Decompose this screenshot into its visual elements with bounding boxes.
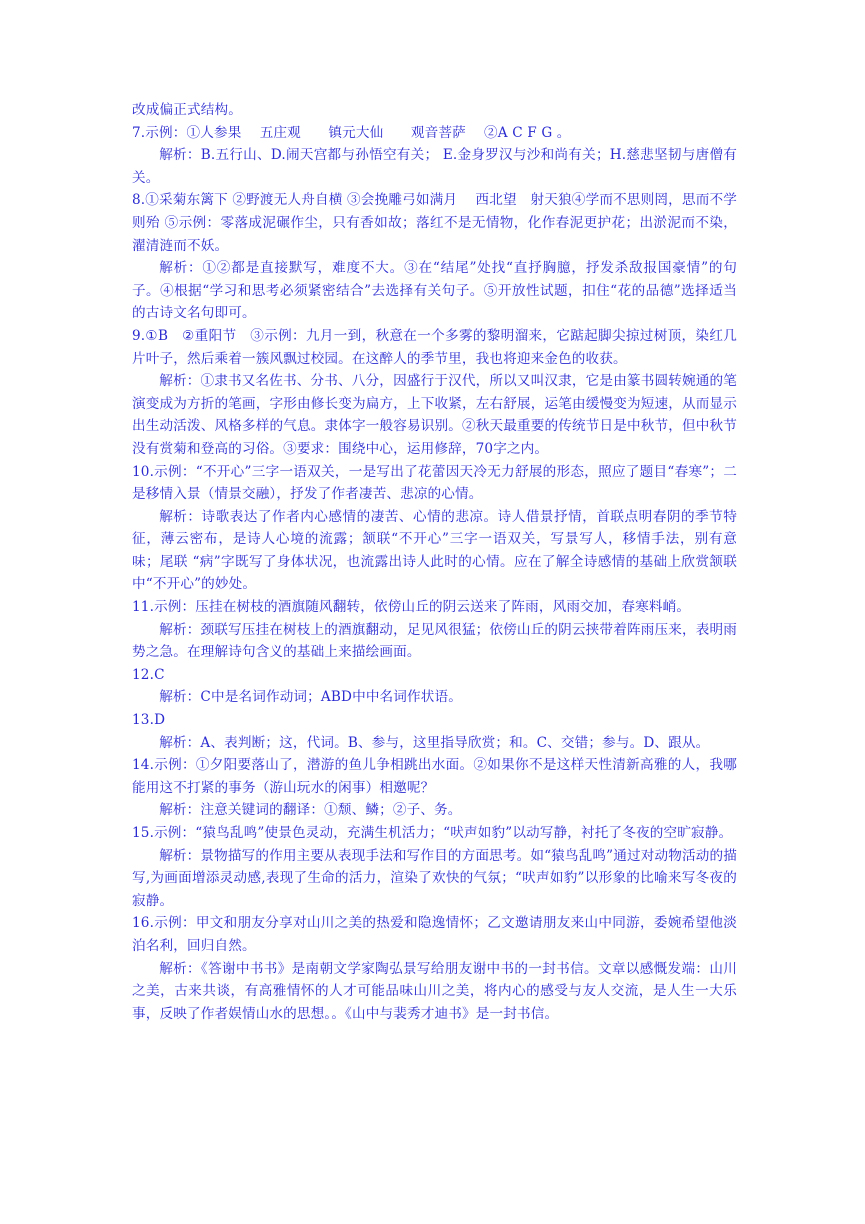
answer-text-body <box>132 99 737 1025</box>
analysis-14: 解析：注意关键词的翻译：①颓、鳞；②子、务。 <box>159 802 462 819</box>
answer-15: 15.示例：“猿鸟乱鸣”使景色灵动，充满生机活力；“吠声如豹”以动写静，衬托了冬夜的空旷寂静。 <box>132 825 733 841</box>
analysis-13: 解析：A、表判断；这，代词。B、参与，这里指导欣赏；和。C、交错；参与。D、跟从。 <box>159 734 710 751</box>
analysis-9: 解析：①隶书又名佐书、分书、八分，因盛行于汉代，所以又叫汉隶，它是由篆书圆转婉通的笔演变成为方折的笔画，字形由修长变为扁方，上下收紧，左右舒展，运笔由缓慢变为短速，从而显示出生动活泼、风格多样的气息。隶体字一般容易识别。②秋天最重要的传统节日是中秋节，但中秋节没有赏菊和登高的习俗。③要求：围绕中心，运用修辞，70字之内。 <box>132 373 737 457</box>
answer-13: 13.D <box>132 712 166 729</box>
answer-11: 11.示例：压挂在树枝的酒旗随风翻转，依傍山丘的阴云送来了阵雨，风雨交加，春寒料峭。 <box>132 599 691 616</box>
analysis-10: 解析：诗歌表达了作者内心感情的凄苦、心情的悲凉。诗人借景抒情，首联点明春阴的季节特征，薄云密布，是诗人心境的流露；颔联“不开心”三字一语双关，写景写人，移情手法，别有意味；尾联 “病”字既写了身体状况，也流露出诗人此时的心情。应在了解全诗感情的基础上欣赏颔联中“不开心”的妙处。 <box>132 508 737 593</box>
analysis-11: 解析：颈联写压挂在树枝上的酒旗翻动，足见风很猛；依傍山丘的阴云挟带着阵雨压来，表明雨势之急。在理解诗句含义的基础上来描绘画面。 <box>132 621 737 661</box>
answer-9: 9.①B ②重阳节 ③示例：九月一到，秋意在一个多雾的黎明溜来，它踮起脚尖掠过树顶，染红几片叶子，然后乘着一簇风飘过校园。在这醉人的季节里，我也将迎来金色的收获。 <box>132 327 737 367</box>
answer-12: 12.C <box>132 666 165 683</box>
analysis-8: 解析：①②都是直接默写，难度不大。③在“结尾”处找“直抒胸臆，抒发杀敌报国豪情”的句子。④根据“学习和思考必须紧密结合”去选择有关句子。⑤开放性试题，扣住“花的品德”选择适当的古诗文名句即可。 <box>132 260 737 322</box>
analysis-16: 解析：《答谢中书书》是南朝文学家陶弘景写给朋友谢中书的一封书信。文章以感慨发端：山川之美，古来共谈，有高雅情怀的人才可能品味山川之美，将内心的感受与友人交流，是人生一大乐事，反映了作者娱情山水的思想。。《山中与裴秀才迪书》是一封书信。 <box>132 960 737 1022</box>
paragraph-continuation: 改成偏正式结构。 <box>132 102 242 118</box>
answer-16: 16.示例：甲文和朋友分享对山川之美的热爱和隐逸情怀；乙文邀请朋友来山中同游，委婉希望他淡泊名利，回归自然。 <box>132 915 737 954</box>
answer-8: 8.①采菊东篱下 ②野渡无人舟自横 ③会挽雕弓如满月 西北望 射天狼④学而不思则罔，思而不学则殆 ⑤示例：零落成泥碾作尘，只有香如故；落红不是无情物，化作春泥更护花；出淤泥而不染，濯清涟而不妖。 <box>132 192 737 254</box>
answer-10: 10.示例：“不开心”三字一语双关，一是写出了花蕾因天冷无力舒展的形态，照应了题目“春寒”；二是移情入景（情景交融），抒发了作者凄苦、悲凉的心情。 <box>132 463 737 503</box>
analysis-15: 解析：景物描写的作用主要从表现手法和写作目的方面思考。如“猿鸟乱鸣”通过对动物活动的描写,为画面增添灵动感,表现了生命的活力，渲染了欢快的气氛；“吠声如豹”以形象的比喻来写冬夜的寂静。 <box>132 847 737 909</box>
analysis-12: 解析：C中是名词作动词；ABD中中名词作状语。 <box>159 689 463 706</box>
answer-7: 7.示例：①人参果 五庄观 镇元大仙 观音菩萨 ②A C F G 。 <box>132 124 571 141</box>
analysis-7: 解析：B.五行山、D.闹天宫都与孙悟空有关； E.金身罗汉与沙和尚有关；H.慈悲坚韧与唐僧有关。 <box>132 147 737 186</box>
answer-14: 14.示例：①夕阳要落山了，潜游的鱼儿争相跳出水面。②如果你不是这样天性清新高雅的人，我哪能用这不打紧的事务（游山玩水的闲事）相邀呢？ <box>132 757 737 796</box>
